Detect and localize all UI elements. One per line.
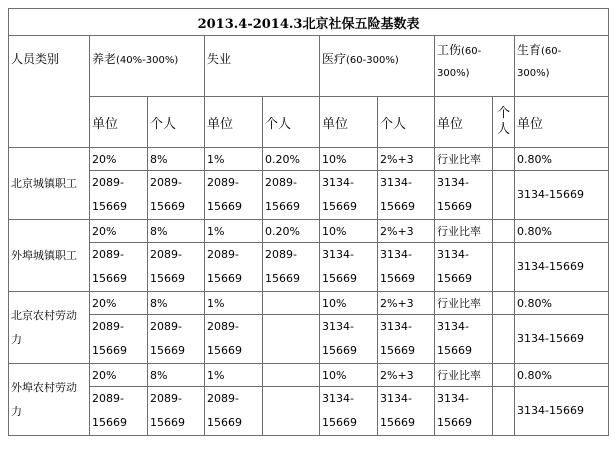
row-label: 外埠农村劳动力 xyxy=(9,364,90,436)
pension-header xyxy=(90,36,205,97)
base-cell: 2089-15669 xyxy=(263,243,320,292)
medical-header xyxy=(320,36,435,97)
rate-cell: 1% xyxy=(205,148,263,171)
rate-cell xyxy=(493,364,515,387)
rate-cell xyxy=(493,148,515,171)
rate-cell: 8% xyxy=(148,220,205,243)
base-cell: 3134-15669 xyxy=(435,387,493,436)
base-cell: 3134-15669 xyxy=(378,171,435,220)
injury-range-a: (60- xyxy=(461,46,482,57)
row-label: 外埠城镇职工 xyxy=(9,220,90,292)
base-cell: 2089-15669 xyxy=(148,315,205,364)
base-cell: 3134-15669 xyxy=(515,243,609,292)
base-cell: 2089-15669 xyxy=(263,171,320,220)
rate-cell: 10% xyxy=(320,292,378,315)
base-cell: 3134-15669 xyxy=(515,315,609,364)
rate-cell: 0.80% xyxy=(515,220,609,243)
base-cell: 2089-15669 xyxy=(148,171,205,220)
pension-label: 养老 xyxy=(92,52,117,66)
base-cell xyxy=(263,387,320,436)
rate-cell: 8% xyxy=(148,148,205,171)
rate-cell xyxy=(493,292,515,315)
base-cell: 2089-15669 xyxy=(90,243,148,292)
rate-cell: 1% xyxy=(205,292,263,315)
row-label: 北京农村劳动力 xyxy=(9,292,90,364)
base-cell: 3134-15669 xyxy=(320,171,378,220)
rate-cell: 行业比率 xyxy=(435,364,493,387)
base-cell: 2089-15669 xyxy=(205,315,263,364)
medical-range: (60-300%) xyxy=(346,55,399,66)
rate-cell: 10% xyxy=(320,364,378,387)
base-cell: 3134-15669 xyxy=(320,243,378,292)
base-cell: 3134-15669 xyxy=(320,315,378,364)
maternity-unit-header: 单位 xyxy=(515,97,609,148)
rate-cell: 2%+3 xyxy=(378,148,435,171)
base-cell: 3134-15669 xyxy=(435,315,493,364)
rate-cell: 0.80% xyxy=(515,292,609,315)
rate-cell: 行业比率 xyxy=(435,148,493,171)
base-cell: 3134-15669 xyxy=(515,387,609,436)
unemployment-unit-header: 单位 xyxy=(205,97,263,148)
rate-cell: 8% xyxy=(148,292,205,315)
base-cell: 3134-15669 xyxy=(378,387,435,436)
base-cell: 2089-15669 xyxy=(148,243,205,292)
base-cell: 2089-15669 xyxy=(90,315,148,364)
category-header: 人员类别 xyxy=(9,36,90,148)
pension-unit-header: 单位 xyxy=(90,97,148,148)
table-title: 2013.4-2014.3北京社保五险基数表 xyxy=(9,9,609,36)
base-cell: 2089-15669 xyxy=(205,243,263,292)
base-cell: 2089-15669 xyxy=(90,387,148,436)
injury-unit-header: 单位 xyxy=(435,97,493,148)
rate-cell xyxy=(263,364,320,387)
pension-personal-header: 个人 xyxy=(148,97,205,148)
rate-cell xyxy=(263,292,320,315)
base-cell xyxy=(493,243,515,292)
injury-range-b: 300%) xyxy=(437,68,470,79)
rate-cell: 行业比率 xyxy=(435,220,493,243)
base-cell xyxy=(493,171,515,220)
rate-cell: 0.20% xyxy=(263,148,320,171)
injury-personal-header xyxy=(493,97,515,148)
rate-cell: 20% xyxy=(90,364,148,387)
base-cell: 2089-15669 xyxy=(148,387,205,436)
base-cell: 3134-15669 xyxy=(378,315,435,364)
base-cell: 3134-15669 xyxy=(378,243,435,292)
unemployment-personal-header: 个人 xyxy=(263,97,320,148)
rate-cell: 2%+3 xyxy=(378,364,435,387)
rate-cell: 1% xyxy=(205,364,263,387)
rate-cell: 0.80% xyxy=(515,148,609,171)
rate-cell: 10% xyxy=(320,148,378,171)
rate-cell: 20% xyxy=(90,148,148,171)
rate-cell: 1% xyxy=(205,220,263,243)
maternity-range-a: (60- xyxy=(541,46,562,57)
base-cell xyxy=(493,387,515,436)
rate-cell: 0.20% xyxy=(263,220,320,243)
rate-cell: 2%+3 xyxy=(378,292,435,315)
maternity-range-b: 300%) xyxy=(517,68,550,79)
base-cell: 2089-15669 xyxy=(205,387,263,436)
rate-cell: 2%+3 xyxy=(378,220,435,243)
rate-cell: 行业比率 xyxy=(435,292,493,315)
injury-header xyxy=(435,36,515,97)
social-insurance-base-table xyxy=(8,8,609,436)
medical-personal-header: 个人 xyxy=(378,97,435,148)
base-cell: 2089-15669 xyxy=(205,171,263,220)
row-label: 北京城镇职工 xyxy=(9,148,90,220)
rate-cell: 20% xyxy=(90,220,148,243)
pension-range: (40%-300%) xyxy=(116,55,179,66)
unemployment-header: 失业 xyxy=(205,36,320,97)
rate-cell: 0.80% xyxy=(515,364,609,387)
base-cell: 2089-15669 xyxy=(90,171,148,220)
base-cell: 3134-15669 xyxy=(435,243,493,292)
base-cell: 3134-15669 xyxy=(320,387,378,436)
medical-label: 医疗 xyxy=(322,52,347,66)
rate-cell: 8% xyxy=(148,364,205,387)
medical-unit-header: 单位 xyxy=(320,97,378,148)
base-cell xyxy=(493,315,515,364)
rate-cell xyxy=(493,220,515,243)
base-cell: 3134-15669 xyxy=(515,171,609,220)
injury-label: 工伤 xyxy=(437,43,462,57)
injury-personal-char-1: 个 xyxy=(496,106,510,121)
injury-personal-char-2: 人 xyxy=(496,122,510,137)
base-cell xyxy=(263,315,320,364)
maternity-header xyxy=(515,36,609,97)
maternity-label: 生育 xyxy=(517,43,542,57)
rate-cell: 20% xyxy=(90,292,148,315)
rate-cell: 10% xyxy=(320,220,378,243)
base-cell: 3134-15669 xyxy=(435,171,493,220)
